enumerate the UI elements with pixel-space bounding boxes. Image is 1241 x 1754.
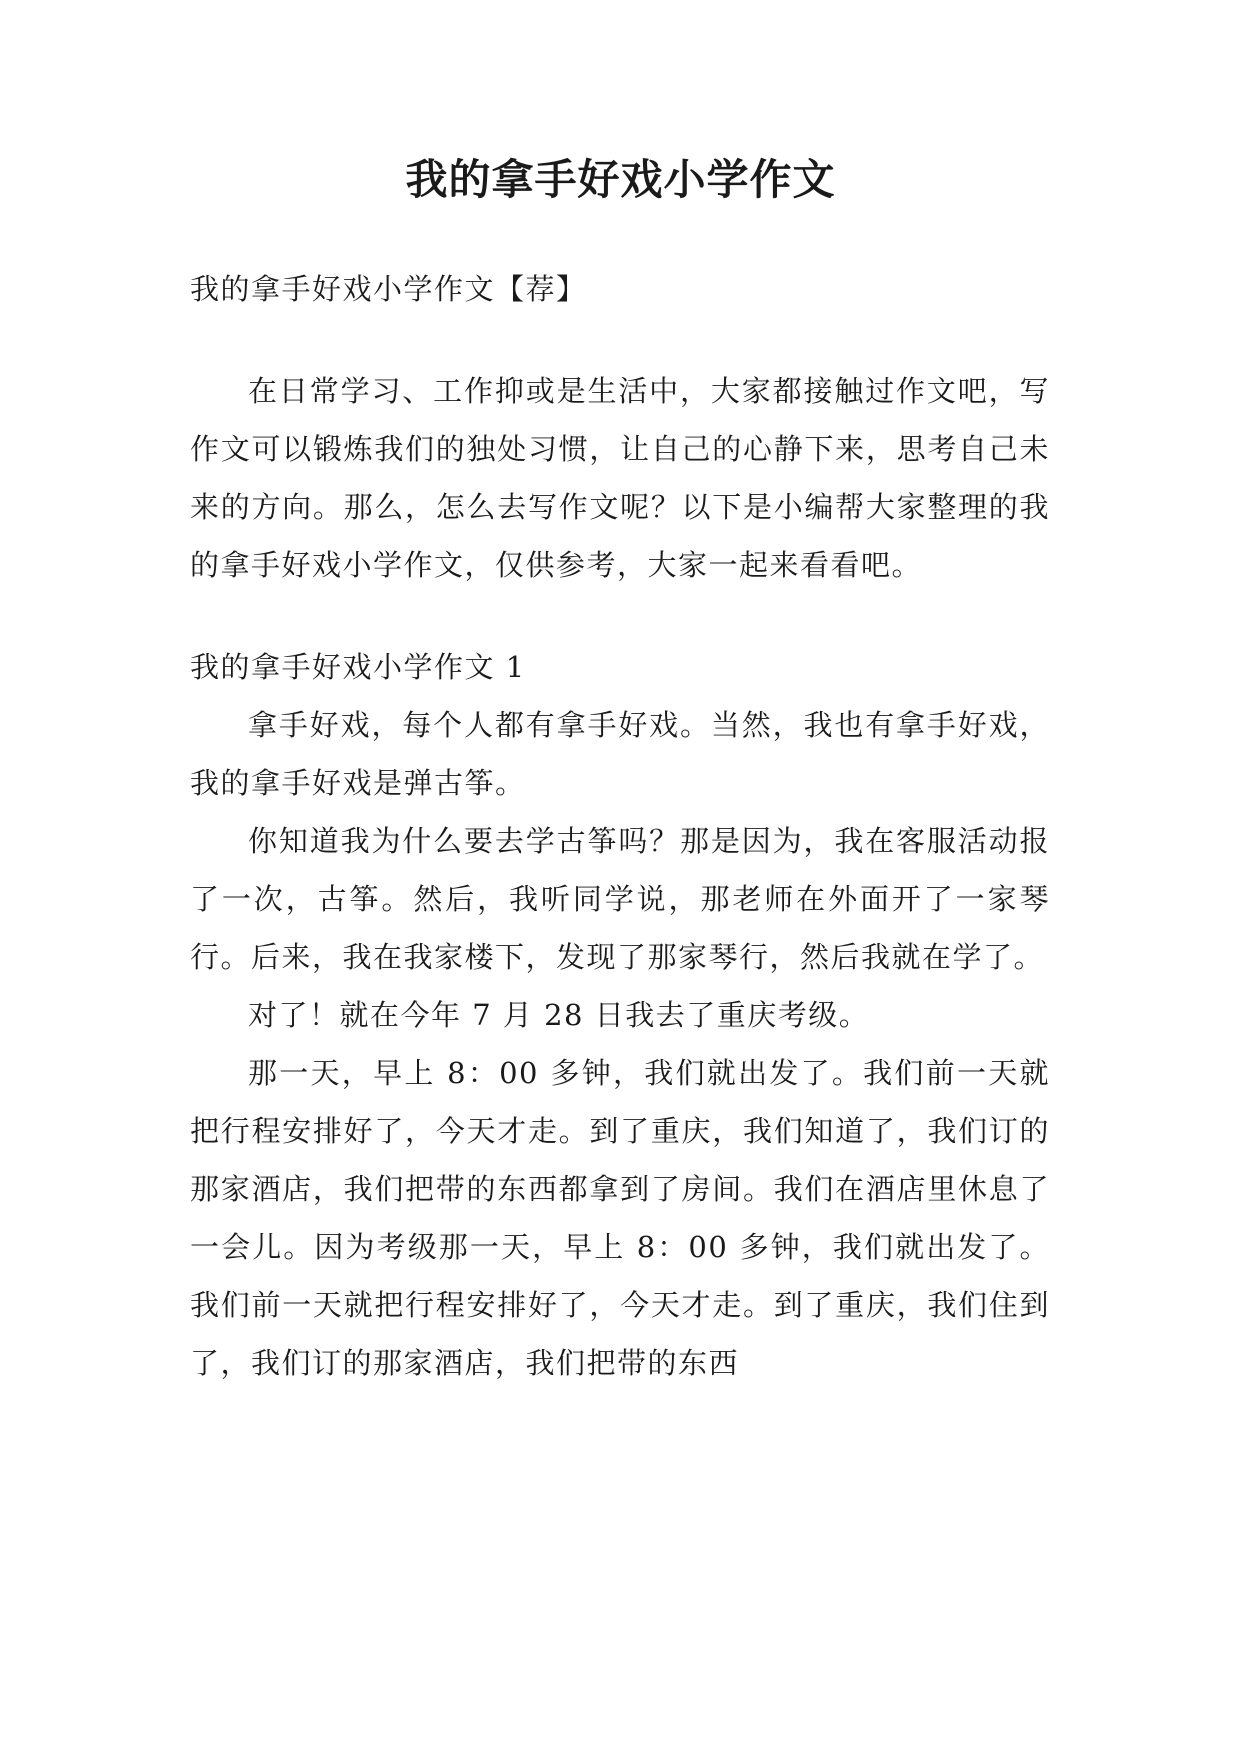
body-paragraph: 你知道我为什么要去学古筝吗？那是因为，我在客服活动报了一次，古筝。然后，我听同学说，那老师在外面开了一家琴行。后来，我在我家楼下，发现了那家琴行，然后我就在学了。 [190,824,1050,974]
intro-paragraph: 在日常学习、工作抑或是生活中，大家都接触过作文吧，写作文可以锻炼我们的独处习惯，让自己的心静下来，思考自己未来的方向。那么，怎么去写作文呢？以下是小编帮大家整理的我的拿手好戏小学作文，仅供参考，大家一起来看看吧。 [190,374,1050,582]
body-paragraph: 那一天，早上 8：00 多钟，我们就出发了。我们前一天就把行程安排好了，今天才走。到了重庆，我们知道了，我们订的那家酒店，我们把带的东西都拿到了房间。我们在酒店里休息了一会儿。因为考级那一天，早上 8：00 多钟，我们就出发了。我们前一天就把行程安排好了，今天才走。到了重庆，我们住到了，我们订的那家酒店，我们把带的东西 [190,1056,1050,1380]
body-paragraph: 对了！就在今年 7 月 28 日我去了重庆考级。 [248,998,870,1032]
section-heading: 我的拿手好戏小学作文 1 [190,650,526,684]
document-subtitle: 我的拿手好戏小学作文【荐】 [190,272,587,306]
document-title: 我的拿手好戏小学作文 [405,155,836,204]
document-body [190,260,1050,1392]
body-paragraph: 拿手好戏，每个人都有拿手好戏。当然，我也有拿手好戏，我的拿手好戏是弹古筝。 [190,708,1050,800]
